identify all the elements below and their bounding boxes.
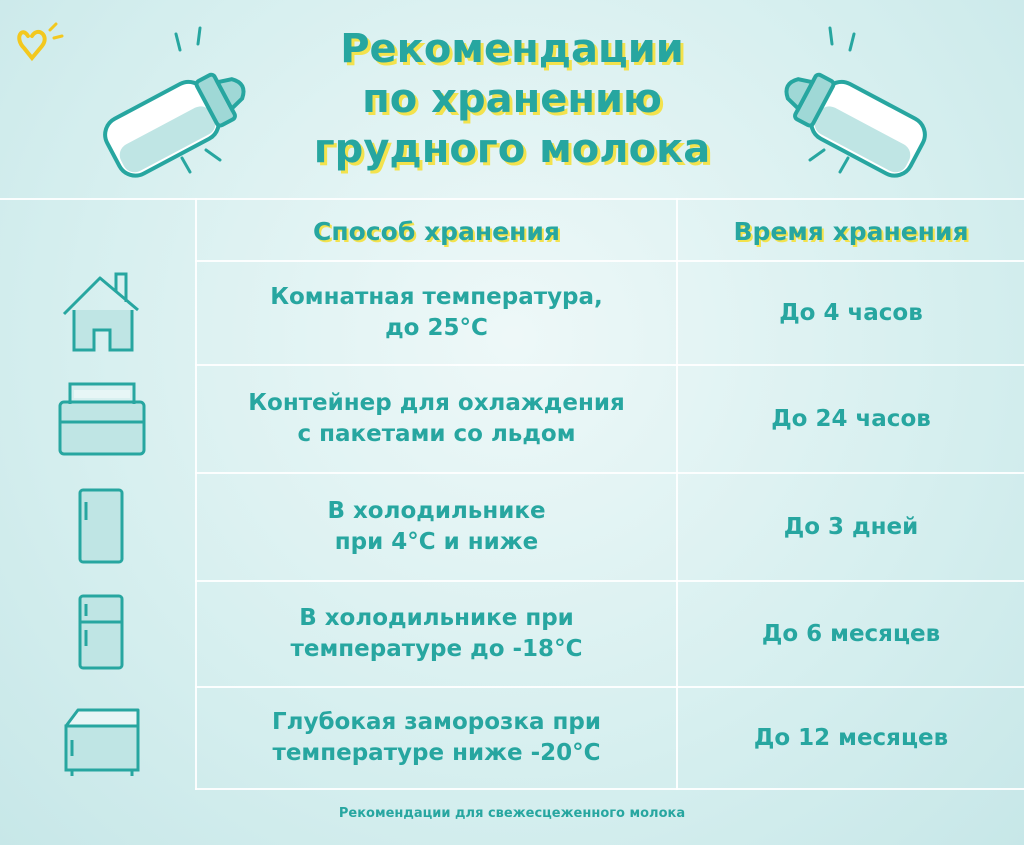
method-line: Комнатная температура, <box>270 284 603 310</box>
table-divider <box>195 788 1024 790</box>
table-row <box>197 262 676 364</box>
method-line: при 4°C и ниже <box>334 529 539 555</box>
chest-freezer-icon <box>58 700 148 780</box>
storage-time: До 4 часов <box>779 299 923 326</box>
method-line: Контейнер для охлаждения <box>248 390 625 416</box>
table-divider <box>0 198 1024 200</box>
footer-note: Рекомендации для свежесцеженного молока <box>338 806 686 821</box>
table-row <box>197 582 676 686</box>
method-line: Глубокая заморозка при <box>272 709 601 735</box>
method-line: В холодильнике при <box>299 605 574 631</box>
storage-time: До 24 часов <box>771 405 931 432</box>
title-line-1: Рекомендации <box>340 26 684 72</box>
storage-time: До 6 месяцев <box>761 620 941 647</box>
method-line: до 25°C <box>385 315 488 341</box>
method-line: В холодильнике <box>327 498 546 524</box>
method-line: температуре ниже -20°C <box>272 740 601 766</box>
method-line: с пакетами со льдом <box>297 421 576 447</box>
method-line: температуре до -18°C <box>290 636 583 662</box>
table-row <box>197 688 676 788</box>
table-row <box>197 366 676 472</box>
refrigerator-icon <box>74 486 130 566</box>
title-line-3: грудного молока <box>313 126 711 172</box>
title-line-2: по хранению <box>362 76 662 122</box>
house-icon <box>62 270 142 354</box>
cooler-box-icon <box>54 378 150 460</box>
fridge-freezer-icon <box>74 592 130 672</box>
column-header-method: Способ хранения <box>313 217 560 246</box>
table-row <box>197 474 676 580</box>
storage-time: До 3 дней <box>783 513 919 540</box>
storage-time: До 12 месяцев <box>753 724 949 751</box>
page-title <box>0 24 1024 174</box>
column-header-time: Время хранения <box>733 217 969 246</box>
